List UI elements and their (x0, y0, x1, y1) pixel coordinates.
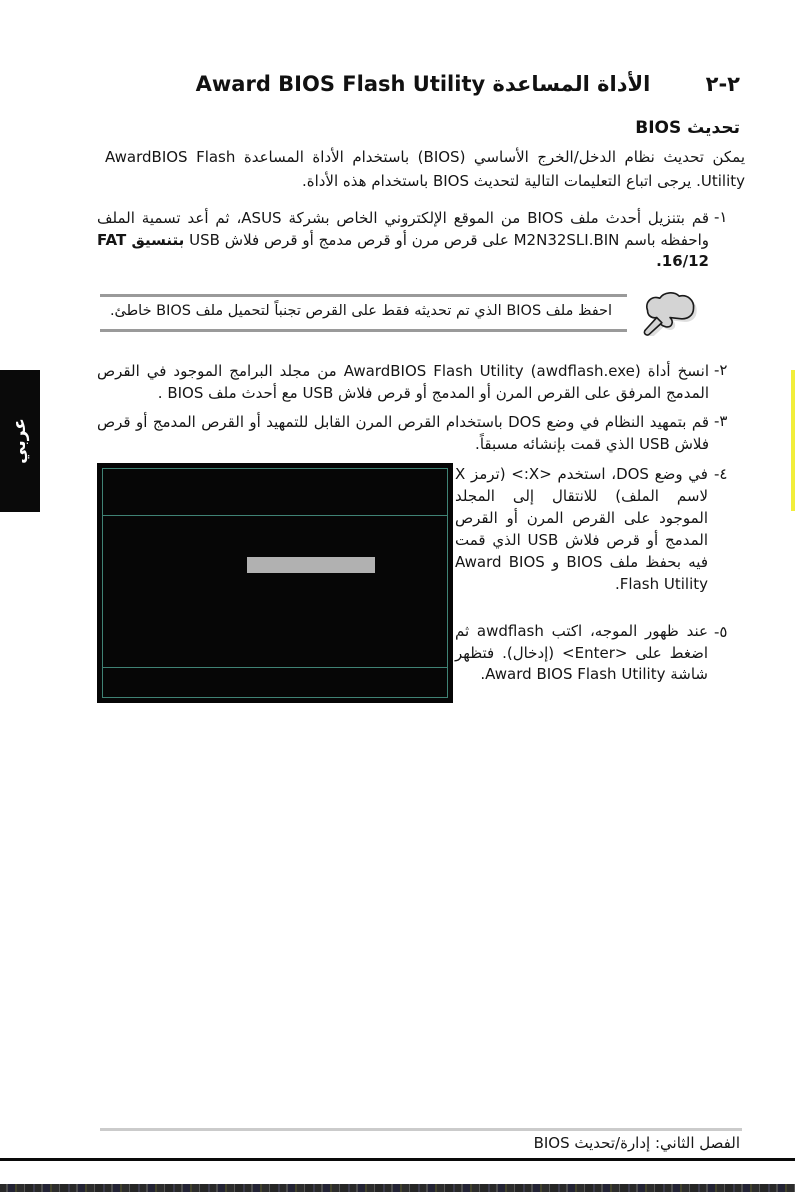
dos-header-divider (103, 515, 447, 516)
section-title-row (196, 72, 740, 96)
scan-noise-bar (0, 1184, 795, 1192)
section-title: الأداة المساعدة Award BIOS Flash Utility (195, 72, 651, 96)
note-hand-icon (638, 289, 700, 336)
side-highlight-line (791, 370, 795, 511)
side-tab-arabic (0, 370, 40, 512)
step-1-bold: بتنسيق FAT 16/12. (97, 230, 709, 270)
step-number: ٥- (714, 623, 728, 641)
note-text: احفظ ملف BIOS الذي تم تحديثه فقط على القرص تجنباً لتحميل ملف BIOS خاطئ. (109, 303, 613, 319)
step-number: ١- (714, 208, 728, 226)
step-1-body: قم بتنزيل أحدث ملف BIOS من الموقع الإلكتروني الخاص بشركة ASUS، ثم أعد تسمية الملف واحفظه باسم M2N32SLI.BIN على قرص مرن أو قرص مدمج أو قرص فلاش USB (97, 209, 709, 249)
step-text: عند ظهور الموجه، اكتب awdflash ثم اضغط على <Enter> (إدخال). فتظهر شاشة Award BIOS Flash Utility. (455, 622, 708, 683)
subsection-heading: تحديث BIOS (635, 118, 740, 138)
note-divider-bottom (100, 329, 627, 332)
side-tab-label: عربي (10, 418, 30, 464)
note-divider-top (100, 294, 627, 297)
intro-paragraph: يمكن تحديث نظام الدخل/الخرج الأساسي (BIOS) باستخدام الأداة المساعدة AwardBIOS Flash Utility. يرجى اتباع التعليمات التالية لتحديث BIOS باستخدام هذه الأداة. (105, 148, 746, 190)
section-number: ٢-٢ (705, 72, 740, 96)
dos-footer-divider (103, 667, 447, 668)
step-text: في وضع DOS، استخدم <X:> (ترمز X لاسم الملف) للانتقال إلى المجلد الموجود على القرص المرن أو القرص المدمج أو قرص فلاش USB الذي قمت فيه بحفظ ملف BIOS و Award BIOS Flash Utility. (455, 465, 708, 593)
footer-text: الفصل الثاني: إدارة/تحديث BIOS (533, 1134, 740, 1152)
dos-inner-frame (102, 468, 448, 698)
dos-progress-bar (247, 557, 375, 573)
step-text: انسخ أداة AwardBIOS Flash Utility (awdflash.exe) من مجلد البرامج الموجود في القرص المدمج المرفق على القرص المرن أو المدمج أو قرص فلاش USB مع أحدث ملف BIOS . (97, 362, 709, 402)
step-text: قم بتمهيد النظام في وضع DOS باستخدام القرص المرن القابل للتمهيد أو القرص المدمج أو قرص فلاش USB الذي قمت بإنشائه مسبقاً. (97, 413, 709, 453)
page-edge-line (0, 1158, 795, 1161)
footer-divider (100, 1128, 742, 1131)
step-number: ٤- (714, 465, 728, 483)
step-text (97, 208, 709, 273)
step-number: ٣- (714, 412, 728, 430)
step-number: ٢- (714, 361, 728, 379)
dos-screen (97, 463, 453, 703)
